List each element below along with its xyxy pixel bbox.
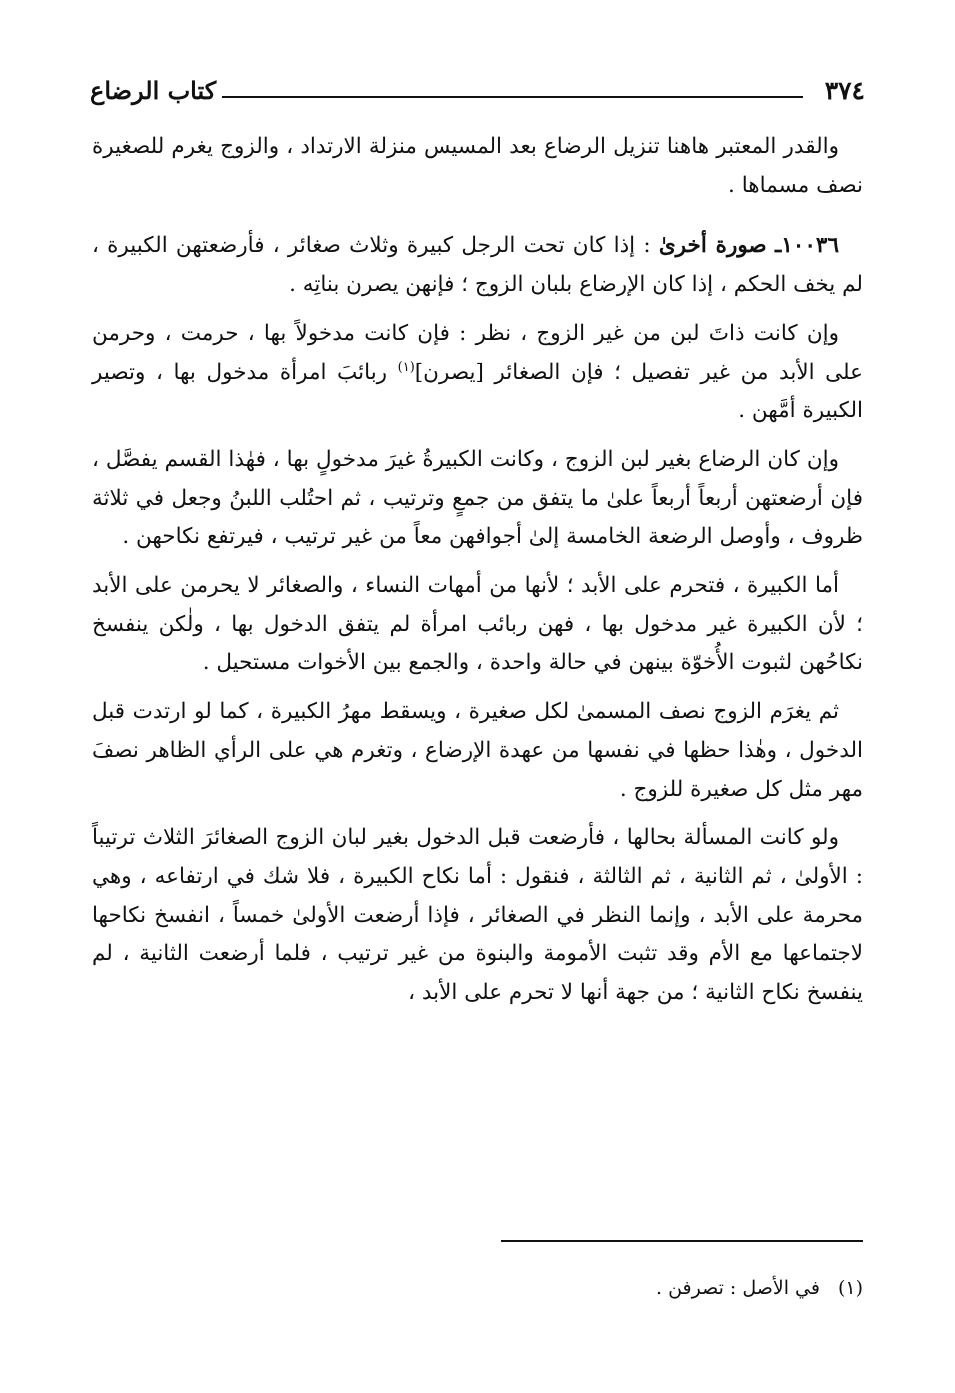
main-text	[92, 128, 863, 1013]
paragraph-7	[92, 819, 863, 1013]
paragraph-1-text: والقدر المعتبر هاهنا تنزيل الرضاع بعد المسيس منزلة الارتداد ، والزوج يغرم للصغيرة نصف مسماها .	[92, 134, 863, 198]
paragraph-5-text: أما الكبيرة ، فتحرم على الأبد ؛ لأنها من أمهات النساء ، والصغائر لا يحرمن على الأبد ؛ لأن الكبيرة غير مدخول بها ، فهن ربائب امرأة لم يتفق الدخول بها ، ولٰكن ينفسخ نكاحُهن لثبوت الأُخوّة بينهن في حالة واحدة ، والجمع بين الأخوات مستحيل .	[92, 573, 863, 676]
paragraph-gap	[92, 431, 863, 441]
footnote-number: (١)	[837, 1277, 863, 1299]
paragraph-3-text-a: وإن كانت ذاتَ لبن من غير الزوج ، نظر : فإن كانت مدخولاً بها ، حرمت ، وحرمن على الأبد من غير تفصيل ؛ فإن الصغائر [يصرن]	[92, 320, 863, 385]
paragraph-6-text: ثم يغرَم الزوج نصف المسمىٰ لكل صغيرة ، ويسقط مهرُ الكبيرة ، كما لو ارتدت قبل الدخول ، وهٰذا حظها في نفسها من عهدة الإرضاع ، وتغرم هي على الرأي الظاهر نصفَ مهر مثل كل صغيرة للزوج .	[92, 699, 863, 802]
paragraph-6	[92, 693, 863, 809]
paragraph-4-text: وإن كان الرضاع بغير لبن الزوج ، وكانت الكبيرةُ غيرَ مدخولٍ بها ، فهٰذا القسم يفصَّل ، فإن أرضعتهن أربعاً أربعاً علىٰ ما يتفق من جمعٍ وترتيب ، ثم احتُلب اللبنُ وجعل في ثلاثة ظروف ، وأوصل الرضعة الخامسة إلىٰ أجوافهن معاً من غير ترتيب ، فيرتفع نكاحهن .	[92, 446, 863, 550]
paragraph-gap	[92, 557, 863, 567]
header-rule	[222, 96, 803, 98]
issue-number: ١٠٠٣٦ـ	[774, 233, 839, 259]
issue-text: : إذا كان تحت الرجل كبيرة وثلاث صغائر ، فأرضعتهن الكبيرة ، لم يخف الحكم ، إذا كان الإرضاع بلبان الزوج ؛ فإنهن يصرن بناتِه .	[92, 233, 863, 298]
page-number: ٣٧٤	[824, 76, 865, 105]
footnote	[656, 1276, 863, 1300]
paragraph-gap	[92, 683, 863, 693]
paragraph-3-text-b: ربائبَ امرأة مدخول بها ، وتصير الكبيرة أمَّهن .	[92, 359, 863, 424]
paragraph-5	[92, 567, 863, 683]
footnote-text: في الأصل : تصرفن .	[655, 1277, 820, 1299]
footnote-reference[interactable]: (١)	[397, 359, 415, 375]
running-title: كتاب الرضاع	[90, 76, 217, 105]
page-header	[90, 72, 865, 112]
paragraph-3	[92, 315, 863, 431]
paragraph-1	[92, 128, 863, 205]
paragraph-gap	[92, 305, 863, 315]
paragraph-7-text: ولو كانت المسألة بحالها ، فأرضعت قبل الدخول بغير لبان الزوج الصغائرَ الثلاث ترتيباً : الأولىٰ ، ثم الثانية ، ثم الثالثة ، فنقول : أما نكاح الكبيرة ، فلا شك في ارتفاعه ، وهي محرمة على الأبد ، وإنما النظر في الصغائر ، فإذا أرضعت الأولىٰ خمساً ، انفسخ نكاحها لاجتماعها مع الأم وقد تثبت الأمومة والبنوة من غير ترتيب ، فلما أرضعت الثانية ، لم ينفسخ نكاح الثانية ؛ من جهة أنها لا تحرم على الأبد ،	[92, 825, 863, 1006]
issue-title: صورة أخرىٰ	[658, 233, 767, 259]
issue-paragraph	[92, 227, 863, 304]
paragraph-gap	[92, 205, 863, 227]
paragraph-gap	[92, 809, 863, 819]
paragraph-4	[92, 441, 863, 557]
footnote-separator	[501, 1240, 863, 1242]
